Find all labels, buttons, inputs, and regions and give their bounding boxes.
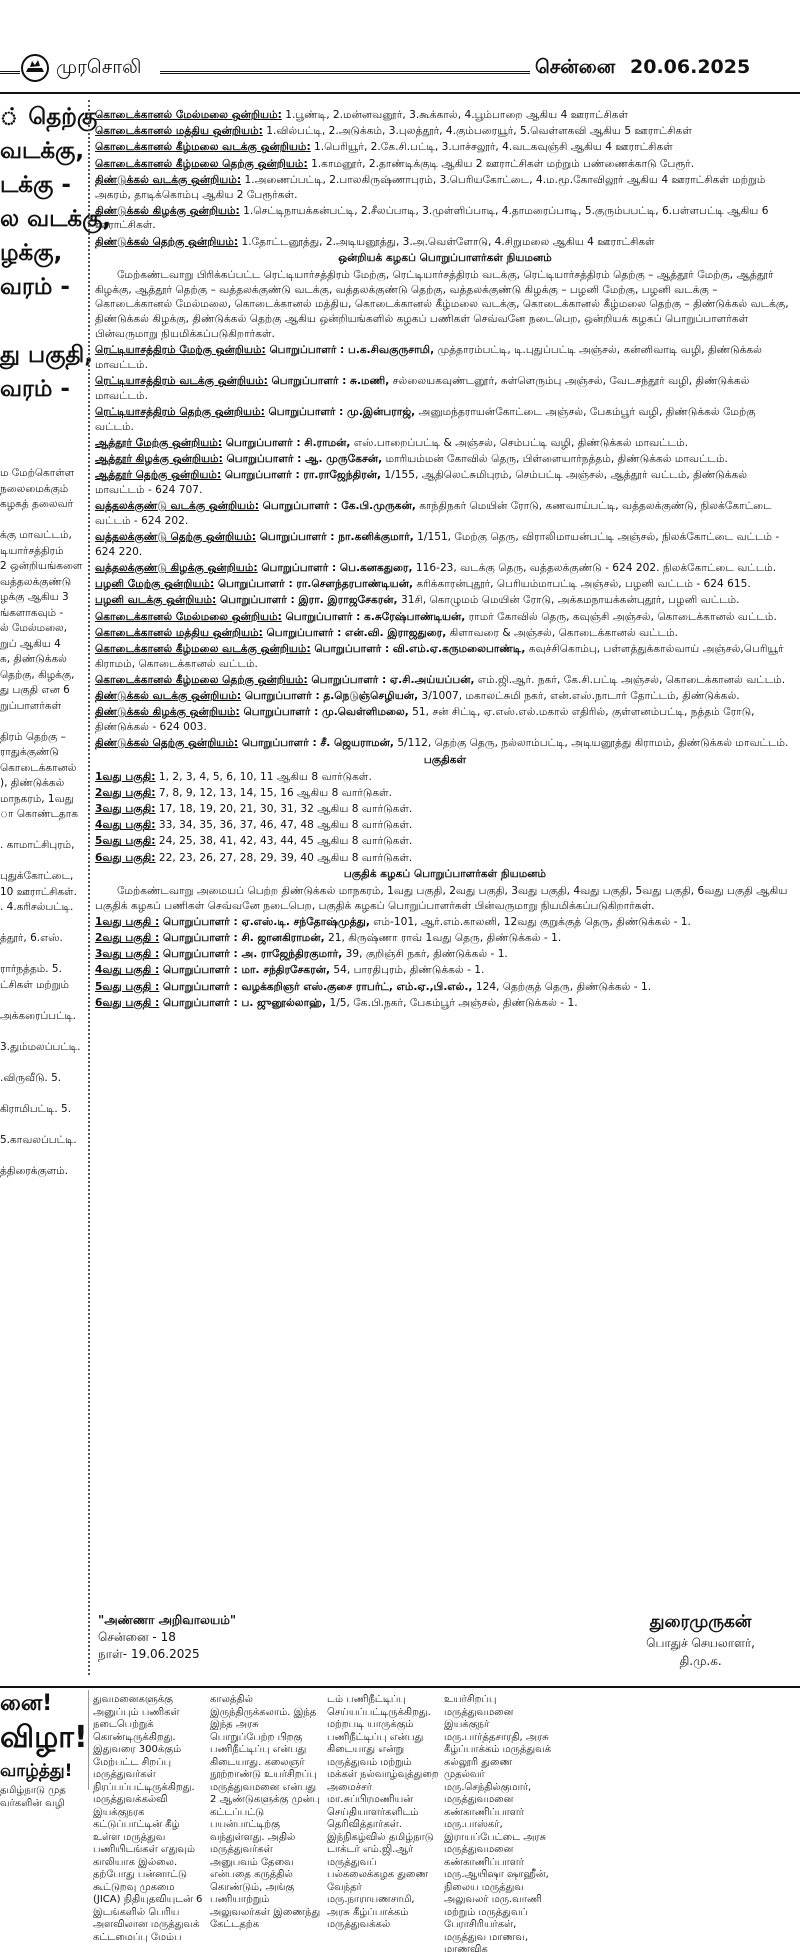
- incharge-name: பொறுப்பாளர் : மு.வெள்ளிமலை,: [239, 706, 409, 719]
- left-text-line: கொடைக்கானல்: [0, 761, 77, 774]
- ward-incharge-entry: [95, 963, 795, 978]
- left-text-line: க, திண்டுக்கல்: [0, 653, 67, 665]
- left-headline-line: டக்கு -: [0, 172, 71, 198]
- left-text-line: . காமாட்சிபுரம்,: [0, 839, 75, 851]
- incharge-name: பொறுப்பாளர் : க.சுரேஷ்பாண்டியன்,: [281, 610, 466, 623]
- entry-heading: 2வது பகுதி :: [95, 932, 160, 945]
- appointment-entry: [95, 499, 795, 528]
- entry-text: 1.செட்டிநாயக்கன்பட்டி, 2.சீலப்பாடி, 3.முள்ளிப்பாடி, 4.தாமரைப்பாடி, 5.குரும்பபட்டி, 6.பள்ளபட்டி ஆகிய 6 ஊராட்சிகள்.: [95, 204, 769, 232]
- entry-text: கவுச்சிகொம்பு, பள்ளத்துக்கால்வாய் அஞ்சல்,பெரியூர் கிராமம், கொடைக்கானல் வட்டம்.: [95, 642, 784, 670]
- entry-text: 7, 8, 9, 12, 13, 14, 15, 16 ஆகிய 8 வார்டுகள்.: [155, 786, 393, 799]
- left-text-line: [0, 714, 84, 730]
- left-text-line: திரம் தெற்கு –: [0, 730, 66, 743]
- ward-entry: [95, 802, 795, 817]
- left-text-line: ங்களாகவும் -: [0, 606, 64, 619]
- entry-text: 116-23, வடக்கு தெரு, வத்தலக்குண்டு - 624 202. நிலக்கோட்டை வட்டம்.: [412, 561, 777, 574]
- entry-heading: திண்டுக்கல் தெற்கு ஒன்றியம்:: [95, 235, 239, 248]
- footer-column-2: காலத்தில் இருந்திருக்கலாம். இந்த இந்த அரசு பொறுப்பேற்ற பிறகு பணிநீட்டிப்பு என்பது கிடையாது. கலைஞர் நூற்றாண்டு உயர்சிறப்பு மருத்துவமனை என்பது 2 ஆண்டுகளுக்கு முன்பு கட்டப்பட்டு பயன்பாட்டிற்கு வந்துள்ளது. அதில் மருத்துவர்கள் அனுபவம் தேவை என்பதை கருத்தில் கொண்டும், அங்கு பணியாற்றும் அலுவலர்கள் இணைந்து கேட்டதற்க: [210, 1694, 321, 1930]
- left-text-line: ல் மேல்மலை,: [0, 622, 68, 634]
- footer-headline-2: விழா!: [0, 1720, 88, 1755]
- masthead-city: சென்னை: [535, 56, 616, 78]
- appointment-entry: [95, 452, 795, 467]
- entry-text: 54, பாரதிபுரம், திண்டுக்கல் - 1.: [329, 964, 485, 977]
- incharge-name: பொறுப்பாளர் : ஆ. முருகேசன்,: [222, 452, 383, 465]
- entry-text: 124, தெற்குத் தெரு, திண்டுக்கல் - 1.: [472, 980, 652, 993]
- entry-text: 1/5, கே.பி.நகர், பேகம்பூர் அஞ்சல், திண்டுக்கல் - 1.: [326, 996, 578, 1009]
- appointment-entry: [95, 343, 795, 372]
- entry-text: 1.வில்பட்டி, 2.அடுக்கம், 3.புலத்தூர், 4.கும்பரையூர், 5.வெள்ளகவி ஆகிய 5 ஊராட்சிகள்: [262, 125, 692, 138]
- ward-incharge-entry: [95, 980, 795, 995]
- entry-text: 1/155, ஆதிலெட்சுமிபுரம், செம்பட்டி அஞ்சல், ஆத்தூர் வட்டம், திண்டுக்கல் மாவட்டம் - 624 707.: [95, 469, 748, 496]
- union-entry: [95, 204, 795, 233]
- left-text-line: து பகுதி என 6: [0, 684, 70, 696]
- entry-heading: 4வது பகுதி :: [95, 964, 160, 977]
- entry-heading: கொடைக்கானல் மத்திய ஒன்றியம்:: [95, 125, 263, 138]
- entry-heading: திண்டுக்கல் கிழக்கு ஒன்றியம்:: [95, 706, 240, 719]
- footer-column-1: துவமனைகளுக்கு அனுப்பும் பணிகள் நடைபெற்றுக் கொண்டிருக்கிறது. இதுவரை 300க்கும் மேற்பட்ட சிறப்பு மருத்துவர்கள் நிரப்பப்பட்டிருக்கிறது. மருத்துவக்கல்வி இயக்குநரக கட்டுப்பாட்டின் கீழ் உள்ள மருத்துவ பணியிடங்கள் எதுவும் காலியாக இல்லை. தற்போது பன்னாட்டு கூட்டுறவு முகமை (JICA) நிதியுதவியுடன் 6 இடங்களில் பெரிய அளவிலான மருத்துவக் கட்டமைப்பு மேம்ப: [93, 1694, 203, 1943]
- entry-text: 21, கிருஷ்ணா ராவ் 1வது தெரு, திண்டுக்கல் - 1.: [324, 932, 562, 945]
- incharge-name: பொறுப்பாளர் : ரா.சௌந்தரபாண்டியன்,: [214, 578, 413, 591]
- left-headline-line: [0, 304, 84, 338]
- entry-heading: வத்தலக்குண்டு வடக்கு ஒன்றியம்:: [95, 500, 259, 513]
- left-text-fragments: [0, 466, 84, 1179]
- ward-list: [95, 770, 795, 866]
- left-text-line: தெற்கு, கிழக்கு,: [0, 668, 75, 681]
- entry-text: 1.காமனூர், 2.தாண்டிக்குடி ஆகிய 2 ஊராட்சிகள் மற்றும் பண்ணைக்காடு பேரூர்.: [307, 157, 695, 170]
- incharge-name: பொறுப்பாளர் : சி. ஜானகிராமன்,: [159, 932, 325, 945]
- entry-text: அனுமந்தராயன்கோட்டை அஞ்சல், பேகம்பூர் வழி, திண்டுக்கல் மேற்கு வட்டம்.: [95, 405, 756, 433]
- main-article: [95, 108, 795, 1683]
- entry-heading: ஆத்தூர் கிழக்கு ஒன்றியம்:: [95, 452, 223, 465]
- left-headline-fragments: [0, 100, 112, 406]
- incharge-name: பொறுப்பாளர் : ஏ.சி.அய்யப்பன்,: [307, 673, 475, 686]
- left-headline-line: வரம் -: [0, 274, 70, 300]
- rising-sun-logo-icon: [20, 53, 50, 83]
- column-divider: [88, 100, 90, 1675]
- footer-text: வர்களின் வழி: [0, 1798, 65, 1809]
- ward-incharge-entry: [95, 931, 795, 946]
- signatory: [646, 1612, 755, 1670]
- entry-text: 24, 25, 38, 41, 42, 43, 44, 45 ஆகிய 8 வார்டுகள்.: [155, 835, 413, 848]
- left-text-line: [0, 1148, 84, 1164]
- footer-headline-3: வாழ்த்து!: [0, 1761, 73, 1781]
- left-text-line: ா கொண்டதாக: [0, 808, 78, 820]
- left-text-line: கழகத் தலைவர்: [0, 498, 74, 510]
- appointment-entry: [95, 374, 795, 403]
- entry-text: 1, 2, 3, 4, 5, 6, 10, 11 ஆகிய 8 வார்டுகள்.: [155, 770, 372, 783]
- left-text-line: [0, 993, 84, 1009]
- appointment-entry: [95, 436, 795, 451]
- entry-heading: கொடைக்கானல் மேல்மலை ஒன்றியம்:: [95, 109, 282, 121]
- entry-text: 17, 18, 19, 20, 21, 30, 31, 32 ஆகிய 8 வார்டுகள்.: [155, 802, 413, 815]
- entry-heading: கொடைக்கானல் மேல்மலை ஒன்றியம்:: [95, 610, 282, 623]
- entry-text: 1.அணைப்பட்டி, 2.பாலகிருஷ்ணாபுரம், 3.பெரியகோட்டை, 4.ம.மூ.கோவிலூர் ஆகிய 4 ஊராட்சிகள் மற்றும் அகரம், தாடிக்கொம்பு ஆகிய 2 பேரூர்கள்.: [95, 173, 766, 201]
- left-text-line: த்தூர், 6.எஸ்.: [0, 932, 63, 944]
- masthead-underline: [0, 92, 800, 94]
- entry-text: 1.பூண்டி, 2.மன்னவனூர், 3.கூக்கால், 4.பூம்பாறை ஆகிய 4 ஊராட்சிகள்: [281, 109, 629, 121]
- entry-text: கரிக்காரன்புதூர், பெரியம்மாபட்டி அஞ்சல், பழனி வட்டம் - 624 615.: [413, 578, 751, 591]
- entry-text: 5/112, தெற்கு தெரு, நல்லாம்பட்டி, அடியனூத்து கிராமம், திண்டுக்கல் மாவட்டம்.: [393, 737, 789, 750]
- incharge-name: பொறுப்பாளர் : த.நெடுஞ்செழியன்,: [241, 690, 419, 703]
- left-text-line: கிராமிபட்டி. 5.: [0, 1102, 72, 1115]
- incharge-name: பொறுப்பாளர் : அ. ராஜேந்திரகுமார்,: [159, 948, 343, 961]
- appointment-entry: [95, 593, 795, 608]
- entry-text: முத்தாரம்பட்டி, டி.புதுப்பட்டி அஞ்சல், கன்னிவாடி வழி, திண்டுக்கல் மாவட்டம்.: [95, 344, 762, 371]
- left-text-line: 5.காவலப்பட்டி.: [0, 1133, 77, 1146]
- entry-heading: கொடைக்கானல் கீழ்மலை தெற்கு ஒன்றியம்:: [95, 673, 308, 686]
- left-text-line: . 4.கரிசல்பட்டி.: [0, 901, 74, 913]
- signatory-name: துரைமுருகன்: [649, 1612, 752, 1632]
- entry-heading: கொடைக்கானல் கீழ்மலை தெற்கு ஒன்றியம்:: [95, 157, 308, 170]
- union-appointments-list: [95, 343, 795, 751]
- entry-text: மாரியம்மன் கோவில் தெரு, பிள்ளையார்நத்தம், திண்டுக்கல் மாவட்டம்.: [382, 452, 728, 465]
- incharge-name: பொறுப்பாளர் : கே.பி.முருகன்,: [258, 500, 416, 513]
- left-text-line: ழக்கு ஆகிய 3: [0, 591, 69, 603]
- left-text-line: [0, 854, 84, 870]
- masthead: [0, 50, 800, 94]
- left-text-line: ரார்நத்தம். 5.: [0, 963, 62, 975]
- incharge-name: பொறுப்பாளர் : ஏ.எஸ்.டி. சந்தோஷ்முத்து,: [159, 915, 370, 928]
- section-intro: மேற்கண்டவாறு பிரிக்கப்பட்ட ரெட்டியார்சத்திரம் மேற்கு, ரெட்டியார்சத்திரம் வடக்கு, ரெட்டியார்சத்திரம் தெற்கு – ஆத்தூர் மேற்கு, ஆத்தூர் கிழக்கு, ஆத்தூர் தெற்கு – வத்தலக்குண்டு வடக்கு, வத்தலக்குண்டு தெற்கு, வத்தலக்குண்டு கிழக்கு – பழனி மேற்கு, பழனி வடக்கு – கொடைக்கானல் மேல்மலை, கொடைக்கானல் மத்திய, கொடைக்கானல் கீழ்மலை வடக்கு, கொடைக்கானல் கீழ்மலை தெற்கு – திண்டுக்கல் வடக்கு, திண்டுக்கல் கிழக்கு, திண்டுக்கல் தெற்கு ஆகிய ஒன்றியங்களில் கழகப் பணிகள் செவ்வனே நடைபெற, ஒன்றியக் கழகப் பொறுப்பாளர்கள் பின்வருமாறு நியமிக்கப்படுகிறார்கள்.: [95, 269, 789, 340]
- entry-text: 22, 23, 26, 27, 28, 29, 39, 40 ஆகிய 8 வார்டுகள்.: [155, 851, 413, 864]
- left-text-line: ), திண்டுக்கல்: [0, 777, 65, 789]
- ward-entry: [95, 786, 795, 801]
- left-text-line: [0, 1086, 84, 1102]
- entry-heading: ரெட்டியாசத்திரம் மேற்கு ஒன்றியம்:: [95, 344, 266, 357]
- entry-heading: 6வது பகுதி:: [95, 851, 156, 864]
- union-entry: [95, 108, 795, 123]
- entry-heading: வத்தலக்குண்டு கிழக்கு ஒன்றியம்:: [95, 561, 258, 574]
- incharge-name: பொறுப்பாளர் : சீ. ஜெயராமன்,: [238, 737, 394, 750]
- ward-incharge-list: [95, 915, 795, 1011]
- masthead-date: 20.06.2025: [630, 56, 751, 78]
- entry-text: 1/151, மேற்கு தெரு, விராலிமாயன்பட்டி அஞ்சல், நிலக்கோட்டை வட்டம் - 624 220.: [95, 530, 780, 558]
- entry-text: 1.பெரியூர், 2.கே.சி.பட்டி, 3.பாச்சலூர், 4.வடகவுஞ்சி ஆகிய 4 ஊராட்சிகள்: [310, 141, 673, 154]
- left-text-line: ராதுக்குண்டு: [0, 746, 59, 758]
- left-text-line: றுப்பாளர்கள்: [0, 699, 62, 712]
- masthead-rule: [0, 71, 20, 74]
- union-village-list: [95, 108, 795, 249]
- appointment-entry: [95, 705, 795, 734]
- entry-text: எம்-101, ஆர்.எம்.காலனி, 12வது குறுக்குத் தெரு, திண்டுக்கல் - 1.: [369, 915, 691, 928]
- left-text-line: றுப் ஆகிய 4: [0, 637, 61, 650]
- incharge-name: பொறுப்பாளர் : சு.மணி,: [267, 374, 390, 387]
- entry-heading: ஆத்தூர் தெற்கு ஒன்றியம்:: [95, 469, 222, 482]
- entry-text: ராமர் கோவில் தெரு, கவுஞ்சி அஞ்சல், கொடைக்கானல் வட்டம்.: [465, 610, 777, 623]
- entry-heading: திண்டுக்கல் கிழக்கு ஒன்றியம்:: [95, 204, 240, 217]
- left-text-line: த்திரைக்குளம்.: [0, 1164, 69, 1177]
- appointment-entry: [95, 736, 795, 751]
- left-text-line: மாநகரம், 1வது: [0, 792, 74, 805]
- incharge-name: பொறுப்பாளர் : நா.கனிக்குமார்,: [256, 530, 414, 543]
- left-text-line: [0, 1055, 84, 1071]
- entry-heading: வத்தலக்குண்டு தெற்கு ஒன்றியம்:: [95, 530, 256, 543]
- entry-heading: 3வது பகுதி:: [95, 802, 156, 815]
- masthead-rule: [160, 71, 530, 74]
- office-name: "அண்ணா அறிவாலயம்": [98, 1613, 237, 1627]
- paper-name: முரசொலி: [56, 56, 142, 78]
- union-entry: [95, 157, 795, 172]
- ward-incharge-entry: [95, 996, 795, 1011]
- left-headline-line: ழக்கு,: [0, 240, 63, 266]
- left-text-line: 3.தும்மலப்பட்டி.: [0, 1040, 81, 1053]
- entry-heading: திண்டுக்கல் வடக்கு ஒன்றியம்:: [95, 690, 242, 703]
- left-text-line: அக்கரைப்பட்டி.: [0, 1009, 77, 1022]
- section-heading: பகுதிகள்: [423, 753, 467, 766]
- entry-text: எம்.ஜி.ஆர். நகர், கே.சி.பட்டி அஞ்சல், கொடைக்கானல் வட்டம்.: [474, 673, 786, 686]
- entry-text: 51, சன் சிட்டி, ஏ.எஸ்.எல்.மகால் எதிரில், குள்ளனம்பட்டி, நத்தம் ரோடு, திண்டுக்கல் - 624 003.: [95, 706, 755, 733]
- entry-text: 3/1007, மகாலட்சுமி நகர், என்.எஸ்.நாடார் தோட்டம், திண்டுக்கல்.: [418, 690, 740, 703]
- footer-text: தமிழ்நாடு முத: [0, 1785, 66, 1796]
- entry-text: 39, குறிஞ்சி நகர், திண்டுக்கல் - 1.: [342, 948, 508, 961]
- left-headline-line: து பகுதி,: [0, 342, 93, 368]
- incharge-name: பொறுப்பாளர் : வழக்கறிஞர் எஸ்.குசை ராபர்ட், எம்.ஏ.,பி.எல்.,: [159, 980, 473, 993]
- ward-entry: [95, 851, 795, 866]
- entry-heading: கொடைக்கானல் கீழ்மலை வடக்கு ஒன்றியம்:: [95, 141, 311, 154]
- entry-text: 33, 34, 35, 36, 37, 46, 47, 48 ஆகிய 8 வார்டுகள்.: [155, 819, 413, 832]
- ward-entry: [95, 834, 795, 849]
- left-text-line: [0, 513, 84, 529]
- appointment-entry: [95, 530, 795, 559]
- appointment-entry: [95, 642, 795, 671]
- entry-heading: திண்டுக்கல் தெற்கு ஒன்றியம்:: [95, 737, 239, 750]
- left-text-line: 2 ஒன்றியங்களை: [0, 560, 83, 572]
- entry-heading: 5வது பகுதி :: [95, 980, 160, 993]
- left-text-line: ம மேற்கொள்ள: [0, 467, 75, 479]
- entry-heading: கொடைக்கானல் கீழ்மலை வடக்கு ஒன்றியம்:: [95, 642, 311, 655]
- left-text-line: நலைமைக்கும்: [0, 482, 69, 495]
- incharge-name: பொறுப்பாளர் : இரா. இராஜசேகரன்,: [216, 594, 398, 607]
- appointment-entry: [95, 405, 795, 434]
- appointment-entry: [95, 610, 795, 625]
- signatory-party: தி.மு.க.: [679, 1654, 722, 1668]
- entry-heading: 4வது பகுதி:: [95, 819, 156, 832]
- appointment-entry: [95, 561, 795, 576]
- entry-heading: 1வது பகுதி:: [95, 770, 156, 783]
- entry-text: எஸ்.பாறைப்பட்டி & அஞ்சல், செம்பட்டி வழி, திண்டுக்கல் மாவட்டம்.: [350, 436, 689, 449]
- signature-block: [95, 1612, 795, 1682]
- entry-heading: கொடைக்கானல் மத்திய ஒன்றியம்:: [95, 626, 263, 639]
- ward-incharge-entry: [95, 915, 795, 930]
- entry-heading: பழனி மேற்கு ஒன்றியம்:: [95, 578, 215, 591]
- entry-heading: ரெட்டியாசத்திரம் வடக்கு ஒன்றியம்:: [95, 374, 268, 387]
- entry-heading: பழனி வடக்கு ஒன்றியம்:: [95, 594, 217, 607]
- incharge-name: பொறுப்பாளர் : சி.ராமன்,: [222, 436, 351, 449]
- footer-column-4: உயர்சிறப்பு மருத்துவமனை இயக்குநர் மரு.பார்த்தசாரதி, அரசு கீழ்ப்பாக்கம் மருத்துவக் கல்லூரி துணை முதல்வர் மரு.செந்தில்குமார், மருத்துவமனை கண்காணிப்பாளர் மரு.பாஸ்கர், இராயப்பேட்டை அரசு மருத்துவமனை கண்காணிப்பாளர் மரு.ஆயிஷா ஷாஹீன், நிலைய மருத்துவ அலுவலர் மரு.வாணி மற்றும் மருத்துவப் பேராசிரியர்கள், மருத்துவ மாணவ, மாணவிக: [444, 1694, 552, 1955]
- appointment-entry: [95, 577, 795, 592]
- section-heading: ஒன்றியக் கழகப் பொறுப்பாளர்கள் நியமனம்: [338, 252, 552, 265]
- incharge-name: பொறுப்பாளர் : ப. ஜுனூல்லாஹ்,: [159, 996, 327, 1009]
- left-headline-line: ் தெற்கு: [0, 104, 98, 130]
- left-text-line: வத்தலக்குண்டு: [0, 575, 72, 588]
- section-heading: பகுதிக் கழகப் பொறுப்பாளர்கள் நியமனம்: [343, 868, 547, 881]
- left-text-line: .விருவீடு. 5.: [0, 1071, 62, 1084]
- left-text-line: புதுக்கோட்டை,: [0, 870, 74, 882]
- footer-left-headline: [0, 1690, 88, 1810]
- entry-heading: 6வது பகுதி :: [95, 996, 160, 1009]
- section-intro: மேற்கண்டவாறு அமையப் பெற்ற திண்டுக்கல் மாநகரம், 1வது பகுதி, 2வது பகுதி, 3வது பகுதி, 4வது பகுதி, 5வது பகுதி, 6வது பகுதி ஆகிய பகுதிக் கழகப் பணிகள் செவ்வனே நடைபெற, பகுதிக் கழகப் பொறுப்பாளர்கள் பின்வருமாறு நியமிக்கப்படுகிறார்கள்.: [95, 884, 788, 912]
- entry-text: 31சி, கொழுமம் மெயின் ரோடு, அக்கமநாயக்கன்புதூர், பழனி வட்டம்.: [397, 594, 740, 607]
- left-text-line: [0, 823, 84, 839]
- column-divider: [88, 1690, 89, 1790]
- section-rule: [0, 1686, 800, 1688]
- ward-entry: [95, 818, 795, 833]
- entry-text: காந்திநகர் மெயின் ரோடு, கணவாய்பட்டி, வத்தலக்குண்டு, நிலக்கோட்டை வட்டம் - 624 202.: [95, 500, 772, 527]
- signature-place: [98, 1612, 236, 1663]
- incharge-name: பொறுப்பாளர் : ரா.ராஜேந்திரன்,: [221, 469, 382, 482]
- appointment-entry: [95, 689, 795, 704]
- left-headline-line: வரம் -: [0, 376, 70, 402]
- entry-heading: 1வது பகுதி :: [95, 915, 160, 928]
- entry-text: 1.தோட்டனூத்து, 2.அடியனூத்து, 3.அ.வெள்ளோடு, 4.சிறுமலை ஆகிய 4 ஊராட்சிகள்: [238, 235, 655, 248]
- incharge-name: பொறுப்பாளர் : என்.வி. இராஜதுரை,: [262, 626, 447, 639]
- left-text-line: [0, 1117, 84, 1133]
- entry-heading: ரெட்டியாசத்திரம் தெற்கு ஒன்றியம்:: [95, 405, 265, 418]
- incharge-name: பொறுப்பாளர் : மா. சந்திரசேகரன்,: [159, 964, 330, 977]
- left-text-line: [0, 1024, 84, 1040]
- entry-heading: 2வது பகுதி:: [95, 786, 156, 799]
- union-entry: [95, 124, 795, 139]
- footer-headline-1: னை!: [0, 1691, 53, 1716]
- entry-heading: திண்டுக்கல் வடக்கு ஒன்றியம்:: [95, 173, 242, 186]
- entry-text: சல்லையகவுண்டனூர், சுள்ளெரும்பு அஞ்சல், வேடசந்தூர் வழி, திண்டுக்கல் மாவட்டம்.: [95, 374, 750, 402]
- signature-date: நாள்- 19.06.2025: [98, 1647, 200, 1661]
- appointment-entry: [95, 673, 795, 688]
- left-text-line: 10 ஊராட்சிகள்.: [0, 885, 77, 898]
- incharge-name: பொறுப்பாளர் : மு.இன்பராஜ்,: [264, 405, 416, 418]
- entry-heading: ஆத்தூர் மேற்கு ஒன்றியம்:: [95, 436, 223, 449]
- signatory-title: பொதுச் செயலாளர்,: [646, 1636, 755, 1650]
- ward-entry: [95, 770, 795, 785]
- left-text-line: டியார்சத்திரம்: [0, 544, 64, 557]
- left-cropped-column: [0, 100, 112, 1660]
- office-city: சென்னை - 18: [98, 1630, 176, 1644]
- left-headline-line: ல வடக்கு,: [0, 206, 112, 232]
- entry-heading: 3வது பகுதி :: [95, 948, 160, 961]
- entry-heading: 5வது பகுதி:: [95, 835, 156, 848]
- left-text-line: [0, 916, 84, 932]
- incharge-name: பொறுப்பாளர் : ப.க.சிவகுருசாமி,: [265, 344, 435, 357]
- left-headline-line: வடக்கு,: [0, 138, 85, 164]
- ward-incharge-entry: [95, 947, 795, 962]
- union-entry: [95, 140, 795, 155]
- appointment-entry: [95, 626, 795, 641]
- left-text-line: ட்சிகள் மற்றும்: [0, 978, 69, 991]
- left-text-line: க்கு மாவட்டம்,: [0, 529, 72, 541]
- appointment-entry: [95, 468, 795, 497]
- union-entry: [95, 173, 795, 202]
- left-text-line: [0, 947, 84, 963]
- union-entry: [95, 235, 795, 250]
- incharge-name: பொறுப்பாளர் : வி.எம்.ஏ.கருமலைபாண்டி,: [310, 642, 526, 655]
- footer-column-3: டம் பணிநீட்டிப்பு செய்யப்பட்டிருக்கிறது. மற்றபடி யாருக்கும் பணிநீட்டிப்பு என்பது கிடையாது என்று மருத்துவம் மற்றும் மக்கள் நல்வாழ்வுத்துறை அமைச்சர் மா.சுப்பிரமணியன் செய்தியாளர்களிடம் தெரிவித்தார்கள். இந்நிகழ்வில் தமிழ்நாடு டாக்டர் எம்.ஜி.ஆர் மருத்துவப் பல்கலைக்கழக துணை வேந்தர் மரு.நாராயணசாமி, அரசு கீழ்ப்பாக்கம் மருத்துவக்கல்: [327, 1694, 439, 1930]
- entry-text: கிளாவரை & அஞ்சல், கொடைக்கானல் வட்டம்.: [446, 626, 678, 639]
- incharge-name: பொறுப்பாளர் : பெ.கனகதுரை,: [257, 561, 413, 574]
